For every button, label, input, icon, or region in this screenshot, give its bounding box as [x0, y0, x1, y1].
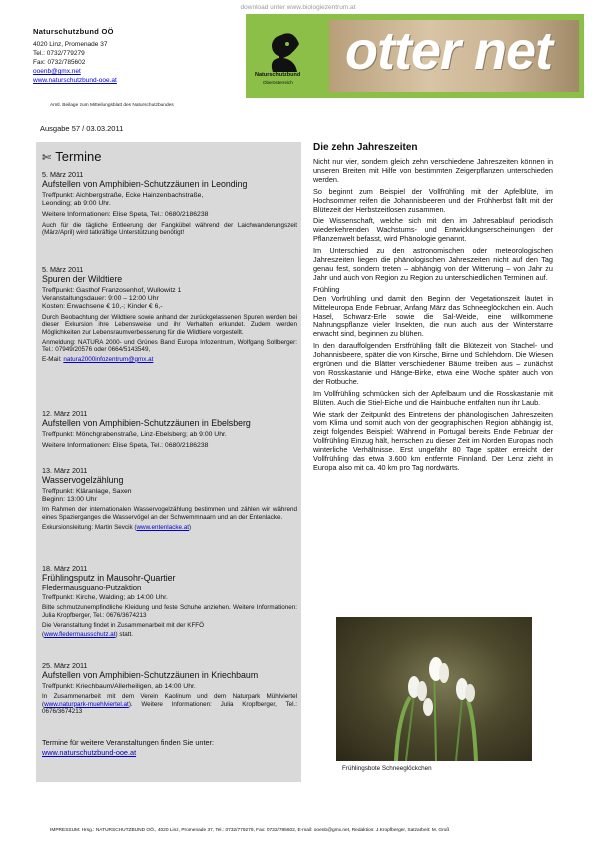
event-line: Treffpunkt: Kriechbaum/Allerheiligen, ab 14:00 Uhr. — [42, 682, 196, 690]
naturschutzbund-logo — [253, 24, 325, 90]
fax-line: Fax: 0732/785602 — [33, 59, 86, 66]
website-link[interactable]: www.naturschutzbund-ooe.at — [33, 77, 117, 84]
article-paragraph: Den Vorfrühling und damit den Beginn der Vegetationszeit läutet in Mitteleuropa Ende Februar, Anfang März das Schneeglöckchen ein. Auch Hasel, Schwarz-Erle sowie die Sal-Weide, eine willkommene Nahrungspflanze vieler Insekten, die nun auch aus der Winterstarre erwacht sind, beginnen zu blühen. — [313, 293, 553, 339]
header-banner — [29, 14, 584, 98]
event-line: Beginn: 13:00 Uhr — [42, 496, 97, 504]
article-paragraph: So beginnt zum Beispiel der Vollfrühling mit der Apfelblüte, im Hochsommer reifen die Johannisbeeren und der Frühherbst fällt mit der Blütezeit der Herbstzeitlosen zusammen. — [313, 186, 553, 214]
event-line: Leonding; ab 9:00 Uhr. — [42, 200, 111, 208]
fledermausschutz-link[interactable]: www.fledermausschutz.at — [44, 631, 116, 639]
article-paragraph: Nicht nur vier, sondern gleich zehn verschiedene Jahreszeiten können in unseren Breiten mit Hilfe von bestimmten Zeigerpflanzen unterschieden werden. — [313, 157, 553, 184]
events-sidebar — [36, 142, 301, 782]
logo-sub: Oberösterreich — [263, 80, 293, 85]
event-title: Wasservogelzählung — [42, 475, 124, 486]
event-date: 12. März 2011 — [42, 409, 88, 418]
article-paragraph: Im Vollfrühling schmücken sich der Apfelbaum und die Rosskastanie mit Blüten. Auch die Stiel-Eiche und die Hainbuche entfalten nun ihr Laub. — [313, 388, 553, 407]
article-paragraph: Wie stark der Zeitpunkt des Eintretens der phänologischen Jahreszeiten vom Klima und somit auch von der geographischen Region abhängig ist, zeigt folgendes Beispiel: Während in Portugal bereits Ende Februar der Vollfrühling Einzug hält, herrschen zu dieser Zeit im Norden Europas noch winterliche Verhältnisse. Erst ungefähr 80 Tage später erreicht der Vollfrühling das etwa 3.600 km entfernte Finnland. Der Lenz zieht in Europa also mit ca. 40 km pro Tag nordwärts. — [313, 409, 553, 472]
phone-line: Tel.: 0732/779279 — [33, 50, 85, 57]
event-date: 18. März 2011 — [42, 564, 88, 573]
event-extra: Anmeldung: NATURA 2000- und Grünes Band Europa Infozentrum, Wolfgang Sollberger: Tel.: 07949/20576 oder 0664/5143549, — [42, 338, 297, 354]
event-extra-label: Exkursionsleitung: Martin Sevcik ( — [42, 523, 137, 531]
event-item — [42, 662, 297, 716]
event-body: Durch Beobachtung der Wildtiere sowie anhand der zurückgelassenen Spuren werden bei dieser Exkursion ihre Lebensweise und ihr Verhalten erkundet. Zudem werden Möglichkeiten zur Lebensraumverbesserung für die Wildtiere vorgestellt. — [42, 313, 297, 337]
event-date: 5. März 2011 — [42, 265, 84, 274]
entenlacke-link[interactable]: www.entenlacke.at — [136, 523, 190, 531]
address-line: 4020 Linz, Promenade 37 — [33, 41, 108, 48]
impressum: IMPRESSUM: Hrsg.: NATURSCHUTZBUND OÖ., 4020 Linz, Promenade 37, Tel.: 0732/779279, Fax: 0732/785602, E-mail: ooenb@gmx.net, Redaktion: J.Kropfberger, Satzarbeit: M. Groß — [50, 828, 450, 833]
event-title: Aufstellen von Amphibien-Schutzzäunen in Leonding — [42, 179, 248, 190]
more-events-text: Termine für weitere Veranstaltungen finden Sie unter: — [42, 738, 214, 747]
article-subheading: Frühling — [313, 284, 340, 294]
event-body: Im Rahmen der internationalen Wasservogelzählung bestimmen und zählen wir während eines Spazierganges die Wasservögel an der Schwemmnaarn und an der Entenlacke. — [42, 506, 297, 522]
article-title: Die zehn Jahreszeiten — [313, 142, 418, 153]
event-body-after: ). Weitere Informationen: Julia Kropfberger, Tel.: 0676/3674213 — [42, 700, 297, 716]
download-note: download unter www.biologiezentrum.at — [240, 4, 356, 11]
event-extra-label: E-Mail: — [42, 355, 64, 363]
event-date: 13. März 2011 — [42, 466, 88, 475]
event-line: Kosten: Erwachsene € 10,-; Kinder € 6,- — [42, 303, 163, 311]
event-item — [42, 467, 297, 531]
event-subtitle: Fledermausguano-Putzaktion — [42, 582, 142, 592]
naturpark-link[interactable]: www.naturpark-muehlviertel.at — [44, 700, 129, 708]
event-extra-after: ) — [189, 523, 192, 531]
issue-label: Ausgabe 57 / 03.03.2011 — [40, 124, 124, 133]
event-title: Aufstellen von Amphibien-Schutzzäunen in Ebelsberg — [42, 418, 251, 429]
org-name: Naturschutzbund OÖ — [33, 27, 114, 36]
article — [313, 142, 553, 473]
event-date: 5. März 2011 — [42, 170, 84, 179]
event-date: 25. März 2011 — [42, 661, 88, 670]
event-body: In Zusammenarbeit mit dem Verein Kaolinum und dem Naturpark Mühlviertel ( — [42, 693, 297, 708]
event-title: Spuren der Wildtiere — [42, 274, 123, 285]
event-title: Frühlingsputz in Mausohr-Quartier — [42, 573, 176, 584]
event-line: Treffpunkt: Kläranlage, Saxen — [42, 487, 132, 495]
snowdrop-photo — [336, 617, 532, 761]
otternet-title: otter net — [345, 21, 552, 81]
more-events-link[interactable]: www.naturschutzbund-ooe.at — [42, 748, 137, 757]
event-line: Treffpunkt: Gasthof Franzosenhof, Wullowitz 1 — [42, 286, 182, 294]
event-line: Weitere Informationen: Elise Speta, Tel.: 0680/2186238 — [42, 442, 209, 450]
event-item — [42, 171, 297, 237]
event-body: Auch für die tägliche Entleerung der Fangkübel während der Laichwanderungszeit (März/April) wird tatkräftige Unterstützung benötigt! — [42, 221, 297, 237]
contact-block — [29, 14, 247, 98]
scissors-icon: ✄ — [42, 152, 52, 164]
sidebar-footer — [42, 738, 214, 758]
event-line: Treffpunkt: Kirche, Walding; ab 14:00 Uhr. — [42, 594, 168, 602]
article-paragraph: In den darauffolgenden Erstfrühling fällt die Blütezeit von Stachel- und Johannisbeere, später die von Kirsche, Birne und Schlehdorn. Die Wiesen ergrünen und die Blätter verschiedener Bäume treiben aus – zunächst von Rosskastanie und Hänge-Birke, etwa eine Woche später auch von der Rotbuche. — [313, 341, 553, 386]
event-line: Veranstaltungsdauer: 9:00 – 12:00 Uhr — [42, 295, 159, 303]
event-item — [42, 266, 297, 363]
event-body: Die Veranstaltung findet in Zusammenarbeit mit der KFFÖ — [42, 621, 205, 629]
termine-title: Termine — [55, 149, 102, 164]
logo-text: Naturschutzbund — [255, 72, 301, 78]
termine-heading — [42, 149, 101, 164]
event-extra-after: ) statt. — [115, 631, 134, 639]
event-extra-label: ( — [42, 631, 45, 639]
email-link[interactable]: ooenb@gmx.net — [33, 68, 81, 75]
event-line: Weitere Informationen: Elise Speta, Tel.: 0680/2186238 — [42, 211, 209, 219]
photo-caption: Frühlingsbote Schneeglöckchen — [342, 765, 432, 772]
event-item — [42, 565, 297, 639]
article-paragraph: Im Unterschied zu den astronomischen oder meteorologischen Jahreszeiten liegen die phänologischen Jahreszeiten nicht auf den Tag genau fest, sondern treten – abhängig von der Witterung – von Jahr zu Jahr und auch von Region zu Region zu unterschiedlichen Terminen auf. — [313, 246, 553, 282]
event-email-link[interactable]: natura2000infozentrum@gmx.at — [63, 355, 154, 363]
event-title: Aufstellen von Amphibien-Schutzzäunen in Kriechbaum — [42, 670, 259, 681]
event-body: Bitte schmutzunempfindliche Kleidung und feste Schuhe anziehen. Weitere Informationen: Julia Kropfberger, Tel.: 0676/3674213 — [42, 604, 297, 620]
article-paragraph: Die Wissenschaft, welche sich mit den im Jahresablauf periodisch wiederkehrenden Wachstums- und Entwicklungserscheinungen der Pflanzenwelt befasst, wird Phänologie genannt. — [313, 216, 553, 244]
event-item — [42, 410, 297, 450]
legal-note: Amtl. Beilage zum Mitteilungsblatt des Naturschutzbundes — [50, 103, 174, 108]
event-line: Treffpunkt: Mönchgrabenstraße, Linz-Ebelsberg; ab 9:00 Uhr. — [42, 430, 227, 438]
event-line: Treffpunkt: Aichbergstraße, Ecke Hainzenbachstraße, — [42, 191, 204, 199]
